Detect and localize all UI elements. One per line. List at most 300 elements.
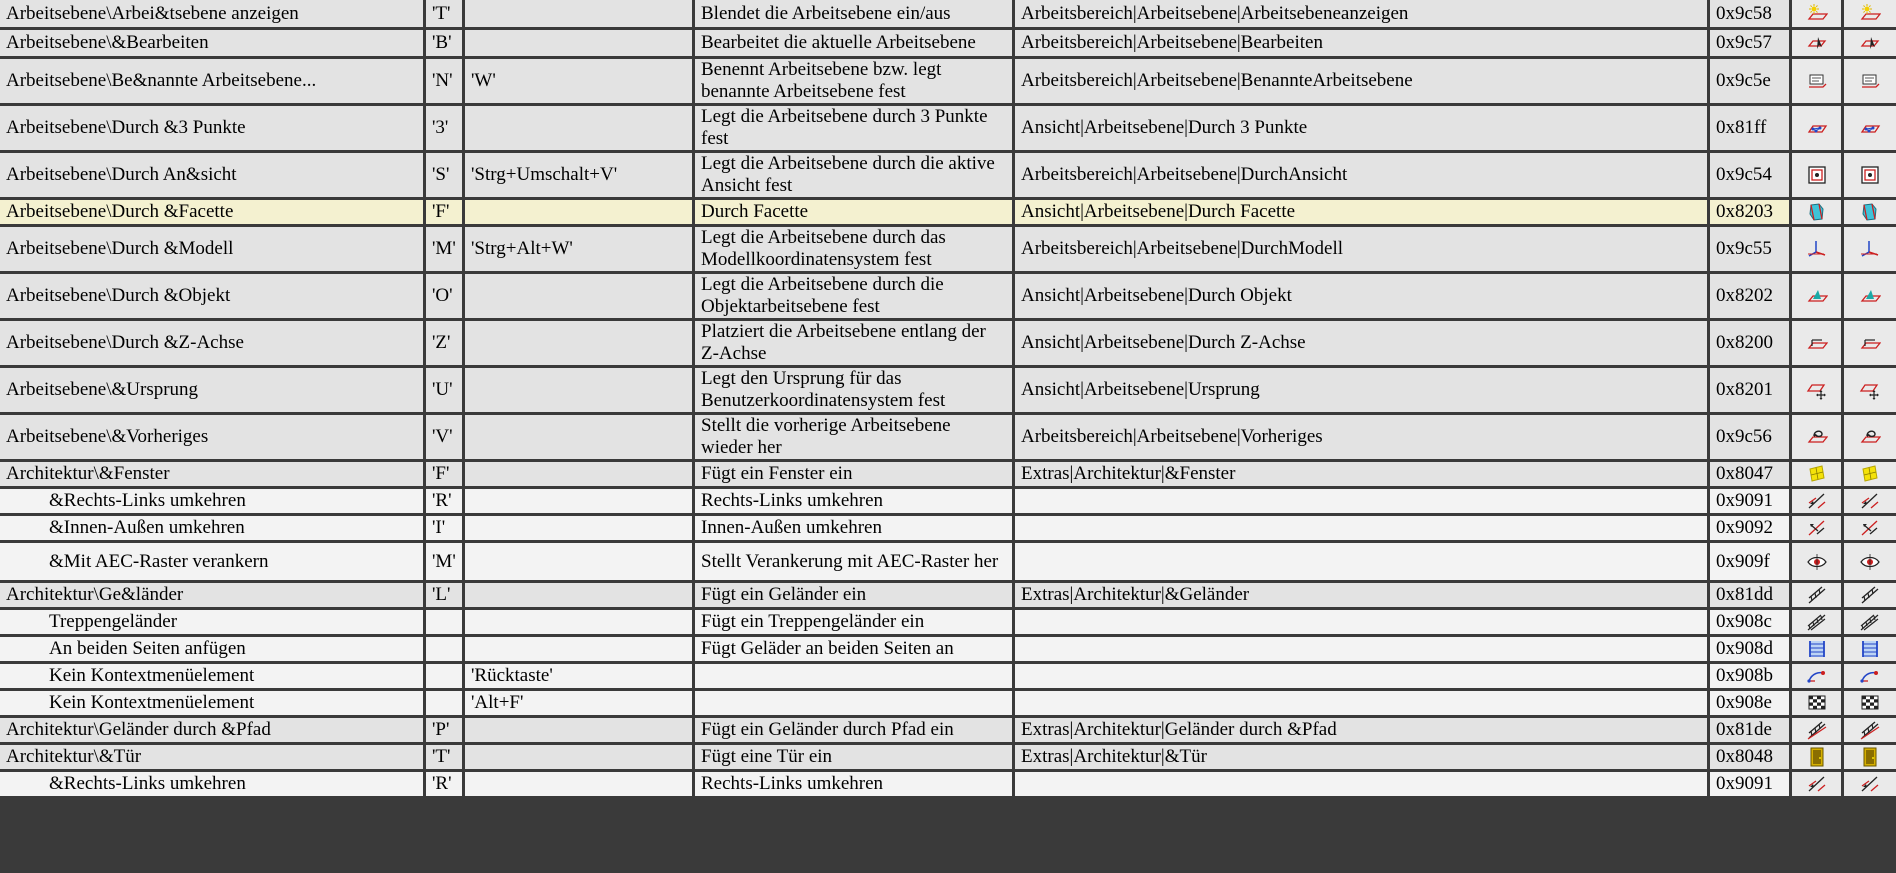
description: Fügt ein Fenster ein (701, 463, 853, 484)
shortcut-cell (465, 486, 695, 513)
small-icon-cell (1792, 318, 1844, 365)
access-key-cell (426, 486, 465, 513)
menu-path-cell (1015, 318, 1710, 365)
description: Rechts-Links umkehren (701, 490, 884, 511)
access-key-cell (426, 688, 465, 715)
menu-path-cell (1015, 459, 1710, 486)
shortcut-cell (465, 27, 695, 56)
access-key: 'I' (432, 517, 446, 538)
table-row[interactable] (0, 688, 1896, 715)
command-name-cell (0, 540, 426, 580)
menu-path: Extras|Architektur|&Geländer (1021, 584, 1250, 605)
description: Fügt Geläder an beiden Seiten an (701, 638, 954, 659)
command-id: 0x9c56 (1716, 426, 1772, 447)
large-icon-cell (1844, 634, 1896, 661)
large-icon-cell (1844, 271, 1896, 318)
flip-io-icon (1844, 517, 1896, 539)
table-row[interactable] (0, 365, 1896, 412)
shortcut-cell (465, 661, 695, 688)
menu-path-cell (1015, 688, 1710, 715)
shortcut-cell (465, 634, 695, 661)
access-key-cell (426, 742, 465, 769)
table-row[interactable] (0, 271, 1896, 318)
command-id: 0x8202 (1716, 285, 1773, 306)
door-icon (1792, 746, 1841, 768)
large-icon-cell (1844, 742, 1896, 769)
command-id-cell (1710, 271, 1792, 318)
table-row[interactable] (0, 769, 1896, 796)
table-row[interactable] (0, 459, 1896, 486)
command-name: Arbeitsebene\Durch &Facette (6, 201, 234, 222)
command-id: 0x81dd (1716, 584, 1773, 605)
command-id-cell (1710, 486, 1792, 513)
access-key-cell (426, 150, 465, 197)
command-name-cell (0, 103, 426, 150)
command-name-cell (0, 715, 426, 742)
flip-lr-icon (1792, 773, 1841, 795)
large-icon-cell (1844, 607, 1896, 634)
small-icon-cell (1792, 769, 1844, 796)
large-icon-cell (1844, 27, 1896, 56)
table-row[interactable] (0, 150, 1896, 197)
command-id: 0x908b (1716, 665, 1773, 686)
large-icon-cell (1844, 56, 1896, 103)
small-icon-cell (1792, 661, 1844, 688)
menu-path-cell (1015, 103, 1710, 150)
shortcut-cell (465, 56, 695, 103)
table-row[interactable] (0, 103, 1896, 150)
table-row[interactable] (0, 27, 1896, 56)
command-id-cell (1710, 513, 1792, 540)
edit-plane-icon (1792, 32, 1841, 54)
access-key: 'P' (432, 719, 450, 740)
large-icon-cell (1844, 150, 1896, 197)
command-name: Arbeitsebene\Be&nannte Arbeitsebene... (6, 70, 317, 91)
command-name: An beiden Seiten anfügen (49, 638, 246, 659)
table-row[interactable] (0, 715, 1896, 742)
description: Fügt ein Geländer ein (701, 584, 867, 605)
description: Legt die Arbeitsebene durch 3 Punkte fest (701, 106, 988, 149)
menu-path: Ansicht|Arbeitsebene|Durch 3 Punkte (1021, 117, 1308, 138)
three-points-icon (1792, 117, 1841, 139)
description: Benennt Arbeitsebene bzw. legt benannte Arbeitsebene fest (701, 59, 942, 102)
small-icon-cell (1792, 634, 1844, 661)
small-icon-cell (1792, 580, 1844, 607)
access-key: 'S' (432, 164, 450, 185)
command-name-cell (0, 318, 426, 365)
object-plane-icon (1792, 285, 1841, 307)
axes-icon (1792, 238, 1841, 260)
command-name-cell (0, 27, 426, 56)
menu-path-cell (1015, 197, 1710, 224)
command-id-cell (1710, 150, 1792, 197)
large-icon-cell (1844, 103, 1896, 150)
command-id-cell (1710, 715, 1792, 742)
command-name-cell (0, 513, 426, 540)
shortcut-cell (465, 459, 695, 486)
table-row[interactable] (0, 224, 1896, 271)
table-row[interactable] (0, 742, 1896, 769)
object-plane-icon (1844, 285, 1896, 307)
sun-plane-icon (1844, 3, 1896, 25)
table-row[interactable] (0, 634, 1896, 661)
description-cell (695, 0, 1015, 27)
access-key: 'O' (432, 285, 453, 306)
shortcut-cell (465, 513, 695, 540)
command-name: Arbeitsebene\Durch An&sicht (6, 164, 237, 185)
flip-lr-icon (1792, 490, 1841, 512)
shortcut-cell (465, 742, 695, 769)
facet-cube-icon (1844, 201, 1896, 223)
large-icon-cell (1844, 486, 1896, 513)
shortcut: 'W' (471, 70, 496, 91)
path-curve-icon (1844, 665, 1896, 687)
large-icon-cell (1844, 318, 1896, 365)
large-icon-cell (1844, 365, 1896, 412)
access-key: 'Z' (432, 332, 451, 353)
table-row[interactable] (0, 661, 1896, 688)
table-row[interactable] (0, 486, 1896, 513)
small-icon-cell (1792, 0, 1844, 27)
command-name: Arbeitsebene\&Vorheriges (6, 426, 209, 447)
three-points-icon (1844, 117, 1896, 139)
command-name-cell (0, 769, 426, 796)
access-key: 'F' (432, 201, 450, 222)
large-icon-cell (1844, 197, 1896, 224)
description: Fügt eine Tür ein (701, 746, 833, 767)
description: Legt die Arbeitsebene durch das Modellkoordinatensystem fest (701, 227, 946, 270)
table-row[interactable] (0, 0, 1896, 27)
description-cell (695, 580, 1015, 607)
flip-lr-icon (1844, 490, 1896, 512)
description-cell (695, 103, 1015, 150)
anchor-grid-icon (1844, 551, 1896, 573)
window-icon (1844, 463, 1896, 485)
small-icon-cell (1792, 103, 1844, 150)
command-name: Arbeitsebene\Arbei&tsebene anzeigen (6, 2, 299, 24)
menu-path: Ansicht|Arbeitsebene|Durch Facette (1021, 201, 1296, 222)
description: Legt die Arbeitsebene durch die Objektarbeitsebene fest (701, 274, 944, 317)
large-icon-cell (1844, 412, 1896, 459)
previous-plane-icon (1792, 426, 1841, 448)
description: Platziert die Arbeitsebene entlang der Z-Achse (701, 321, 986, 364)
command-id-cell (1710, 224, 1792, 271)
menu-path-cell (1015, 486, 1710, 513)
command-id: 0x81de (1716, 719, 1772, 740)
table-row[interactable] (0, 513, 1896, 540)
shortcut-cell (465, 0, 695, 27)
menu-path-cell (1015, 150, 1710, 197)
menu-path-cell (1015, 607, 1710, 634)
description: Innen-Außen umkehren (701, 517, 882, 538)
access-key-cell (426, 197, 465, 224)
small-icon-cell (1792, 688, 1844, 715)
large-icon-cell (1844, 661, 1896, 688)
access-key-cell (426, 715, 465, 742)
command-id-cell (1710, 634, 1792, 661)
small-icon-cell (1792, 197, 1844, 224)
command-id: 0x8203 (1716, 201, 1773, 222)
menu-path-cell (1015, 580, 1710, 607)
door-icon (1844, 746, 1896, 768)
menu-path: Arbeitsbereich|Arbeitsebene|Vorheriges (1021, 426, 1323, 447)
large-icon-cell (1844, 459, 1896, 486)
description: Bearbeitet die aktuelle Arbeitsebene (701, 32, 976, 53)
both-sides-icon (1792, 638, 1841, 660)
table-row[interactable] (0, 197, 1896, 224)
description-cell (695, 607, 1015, 634)
shortcut-cell (465, 318, 695, 365)
menu-path-cell (1015, 56, 1710, 103)
z-axis-plane-icon (1792, 332, 1841, 354)
shortcut-cell (465, 580, 695, 607)
command-id: 0x9c5e (1716, 70, 1771, 91)
access-key: 'F' (432, 463, 450, 484)
large-icon-cell (1844, 688, 1896, 715)
access-key: 'T' (432, 2, 451, 24)
command-name: Kein Kontextmenüelement (49, 692, 255, 713)
origin-move-icon (1792, 379, 1841, 401)
command-id: 0x908d (1716, 638, 1773, 659)
menu-path-cell (1015, 271, 1710, 318)
menu-path-cell (1015, 27, 1710, 56)
menu-path-cell (1015, 715, 1710, 742)
menu-path-cell (1015, 634, 1710, 661)
command-id-cell (1710, 688, 1792, 715)
table-row[interactable] (0, 412, 1896, 459)
sun-plane-icon (1792, 3, 1841, 25)
railing-path-icon (1844, 719, 1896, 741)
access-key: '3' (432, 117, 449, 138)
menu-path: Arbeitsbereich|Arbeitsebene|DurchModell (1021, 238, 1344, 259)
menu-path-cell (1015, 540, 1710, 580)
command-id: 0x8047 (1716, 463, 1773, 484)
command-name: &Rechts-Links umkehren (49, 490, 246, 511)
command-id-cell (1710, 318, 1792, 365)
command-name: Arbeitsebene\Durch &Modell (6, 238, 234, 259)
access-key-cell (426, 0, 465, 27)
description: Legt den Ursprung für das Benutzerkoordinatensystem fest (701, 368, 946, 411)
table-row[interactable] (0, 318, 1896, 365)
command-id-cell (1710, 27, 1792, 56)
menu-path: Extras|Architektur|&Fenster (1021, 463, 1236, 484)
railing-icon (1792, 584, 1841, 606)
command-name: &Mit AEC-Raster verankern (49, 550, 269, 572)
command-id-cell (1710, 56, 1792, 103)
description-cell (695, 412, 1015, 459)
command-id-cell (1710, 0, 1792, 27)
anchor-grid-icon (1792, 551, 1841, 573)
command-id: 0x9c57 (1716, 32, 1772, 53)
description: Fügt ein Geländer durch Pfad ein (701, 719, 954, 740)
flip-lr-icon (1844, 773, 1896, 795)
edit-plane-icon (1844, 32, 1896, 54)
command-id: 0x81ff (1716, 117, 1767, 138)
shortcut-cell (465, 769, 695, 796)
command-name-cell (0, 634, 426, 661)
command-id: 0x9c58 (1716, 2, 1772, 24)
description-cell (695, 271, 1015, 318)
large-icon-cell (1844, 0, 1896, 27)
origin-move-icon (1844, 379, 1896, 401)
description-cell (695, 742, 1015, 769)
small-icon-cell (1792, 150, 1844, 197)
table-row[interactable] (0, 580, 1896, 607)
shortcut-cell (465, 688, 695, 715)
small-icon-cell (1792, 271, 1844, 318)
command-name-cell (0, 0, 426, 27)
menu-path: Extras|Architektur|Geländer durch &Pfad (1021, 719, 1337, 740)
small-icon-cell (1792, 607, 1844, 634)
access-key-cell (426, 540, 465, 580)
description-cell (695, 56, 1015, 103)
shortcut-cell (465, 715, 695, 742)
access-key: 'M' (432, 238, 456, 259)
menu-path: Arbeitsbereich|Arbeitsebene|DurchAnsicht (1021, 164, 1348, 185)
command-id-cell (1710, 607, 1792, 634)
command-name: Arbeitsebene\Durch &Objekt (6, 285, 231, 306)
description-cell (695, 634, 1015, 661)
previous-plane-icon (1844, 426, 1896, 448)
shortcut-cell (465, 150, 695, 197)
view-target-icon (1844, 164, 1896, 186)
command-id-cell (1710, 103, 1792, 150)
shortcut-cell (465, 271, 695, 318)
stair-railing-icon (1792, 611, 1841, 633)
command-name-cell (0, 56, 426, 103)
access-key: 'R' (432, 490, 452, 511)
description: Blendet die Arbeitsebene ein/aus (701, 2, 951, 24)
description: Stellt die vorherige Arbeitsebene wieder her (701, 415, 951, 458)
command-name-cell (0, 224, 426, 271)
command-id-cell (1710, 540, 1792, 580)
command-name: Treppengeländer (49, 611, 178, 632)
description-cell (695, 486, 1015, 513)
command-id-cell (1710, 459, 1792, 486)
large-icon-cell (1844, 224, 1896, 271)
large-icon-cell (1844, 580, 1896, 607)
command-name-cell (0, 661, 426, 688)
command-id: 0x909f (1716, 550, 1770, 572)
description-cell (695, 27, 1015, 56)
menu-path: Arbeitsbereich|Arbeitsebene|Bearbeiten (1021, 32, 1323, 53)
command-id-cell (1710, 580, 1792, 607)
command-id-cell (1710, 197, 1792, 224)
description-cell (695, 688, 1015, 715)
command-id-cell (1710, 661, 1792, 688)
command-name: &Innen-Außen umkehren (49, 517, 245, 538)
command-name: Kein Kontextmenüelement (49, 665, 255, 686)
menu-path: Arbeitsbereich|Arbeitsebene|BenannteArbeitsebene (1021, 70, 1413, 91)
small-icon-cell (1792, 56, 1844, 103)
access-key-cell (426, 412, 465, 459)
shortcut-cell (465, 103, 695, 150)
description: Fügt ein Treppengeländer ein (701, 611, 925, 632)
table-row[interactable] (0, 607, 1896, 634)
small-icon-cell (1792, 513, 1844, 540)
flip-io-icon (1792, 517, 1841, 539)
command-id: 0x9092 (1716, 517, 1773, 538)
command-name: Architektur\&Tür (6, 746, 142, 767)
small-icon-cell (1792, 540, 1844, 580)
shortcut: 'Alt+F' (471, 692, 524, 713)
shortcut-cell (465, 197, 695, 224)
command-name: Arbeitsebene\Durch &Z-Achse (6, 332, 244, 353)
command-id: 0x908c (1716, 611, 1772, 632)
large-icon-cell (1844, 769, 1896, 796)
menu-path-cell (1015, 769, 1710, 796)
access-key-cell (426, 56, 465, 103)
railing-icon (1844, 584, 1896, 606)
command-name-cell (0, 742, 426, 769)
shortcut: 'Strg+Alt+W' (471, 238, 573, 259)
shortcut-cell (465, 224, 695, 271)
command-id-cell (1710, 742, 1792, 769)
access-key: 'R' (432, 773, 452, 794)
axes-icon (1844, 238, 1896, 260)
command-name-cell (0, 412, 426, 459)
table-row[interactable] (0, 56, 1896, 103)
access-key-cell (426, 661, 465, 688)
description: Rechts-Links umkehren (701, 773, 884, 794)
menu-path: Extras|Architektur|&Tür (1021, 746, 1207, 767)
access-key: 'M' (432, 550, 456, 572)
menu-path: Ansicht|Arbeitsebene|Ursprung (1021, 379, 1260, 400)
command-name: Arbeitsebene\&Bearbeiten (6, 32, 209, 53)
command-name-cell (0, 459, 426, 486)
access-key-cell (426, 365, 465, 412)
access-key: 'N' (432, 70, 453, 91)
table-row[interactable] (0, 540, 1896, 580)
command-name: Arbeitsebene\&Ursprung (6, 379, 199, 400)
command-id: 0x9c54 (1716, 164, 1772, 185)
command-name: Arbeitsebene\Durch &3 Punkte (6, 117, 246, 138)
command-id-cell (1710, 769, 1792, 796)
command-id: 0x8200 (1716, 332, 1773, 353)
menu-path: Ansicht|Arbeitsebene|Durch Z-Achse (1021, 332, 1306, 353)
small-icon-cell (1792, 742, 1844, 769)
access-key: 'B' (432, 32, 452, 53)
both-sides-icon (1844, 638, 1896, 660)
access-key-cell (426, 318, 465, 365)
access-key-cell (426, 224, 465, 271)
command-id-cell (1710, 412, 1792, 459)
access-key: 'L' (432, 584, 451, 605)
description-cell (695, 513, 1015, 540)
description-cell (695, 715, 1015, 742)
small-icon-cell (1792, 27, 1844, 56)
large-icon-cell (1844, 540, 1896, 580)
description: Legt die Arbeitsebene durch die aktive Ansicht fest (701, 153, 995, 196)
command-name-cell (0, 150, 426, 197)
access-key-cell (426, 271, 465, 318)
menu-path: Ansicht|Arbeitsebene|Durch Objekt (1021, 285, 1292, 306)
large-icon-cell (1844, 715, 1896, 742)
checkered-flag-icon (1844, 692, 1896, 714)
small-icon-cell (1792, 459, 1844, 486)
checkered-flag-icon (1792, 692, 1841, 714)
command-name-cell (0, 580, 426, 607)
z-axis-plane-icon (1844, 332, 1896, 354)
command-id: 0x9c55 (1716, 238, 1772, 259)
description-cell (695, 661, 1015, 688)
command-name-cell (0, 486, 426, 513)
small-icon-cell (1792, 715, 1844, 742)
command-name-cell (0, 197, 426, 224)
description-cell (695, 459, 1015, 486)
description-cell (695, 197, 1015, 224)
menu-path-cell (1015, 742, 1710, 769)
